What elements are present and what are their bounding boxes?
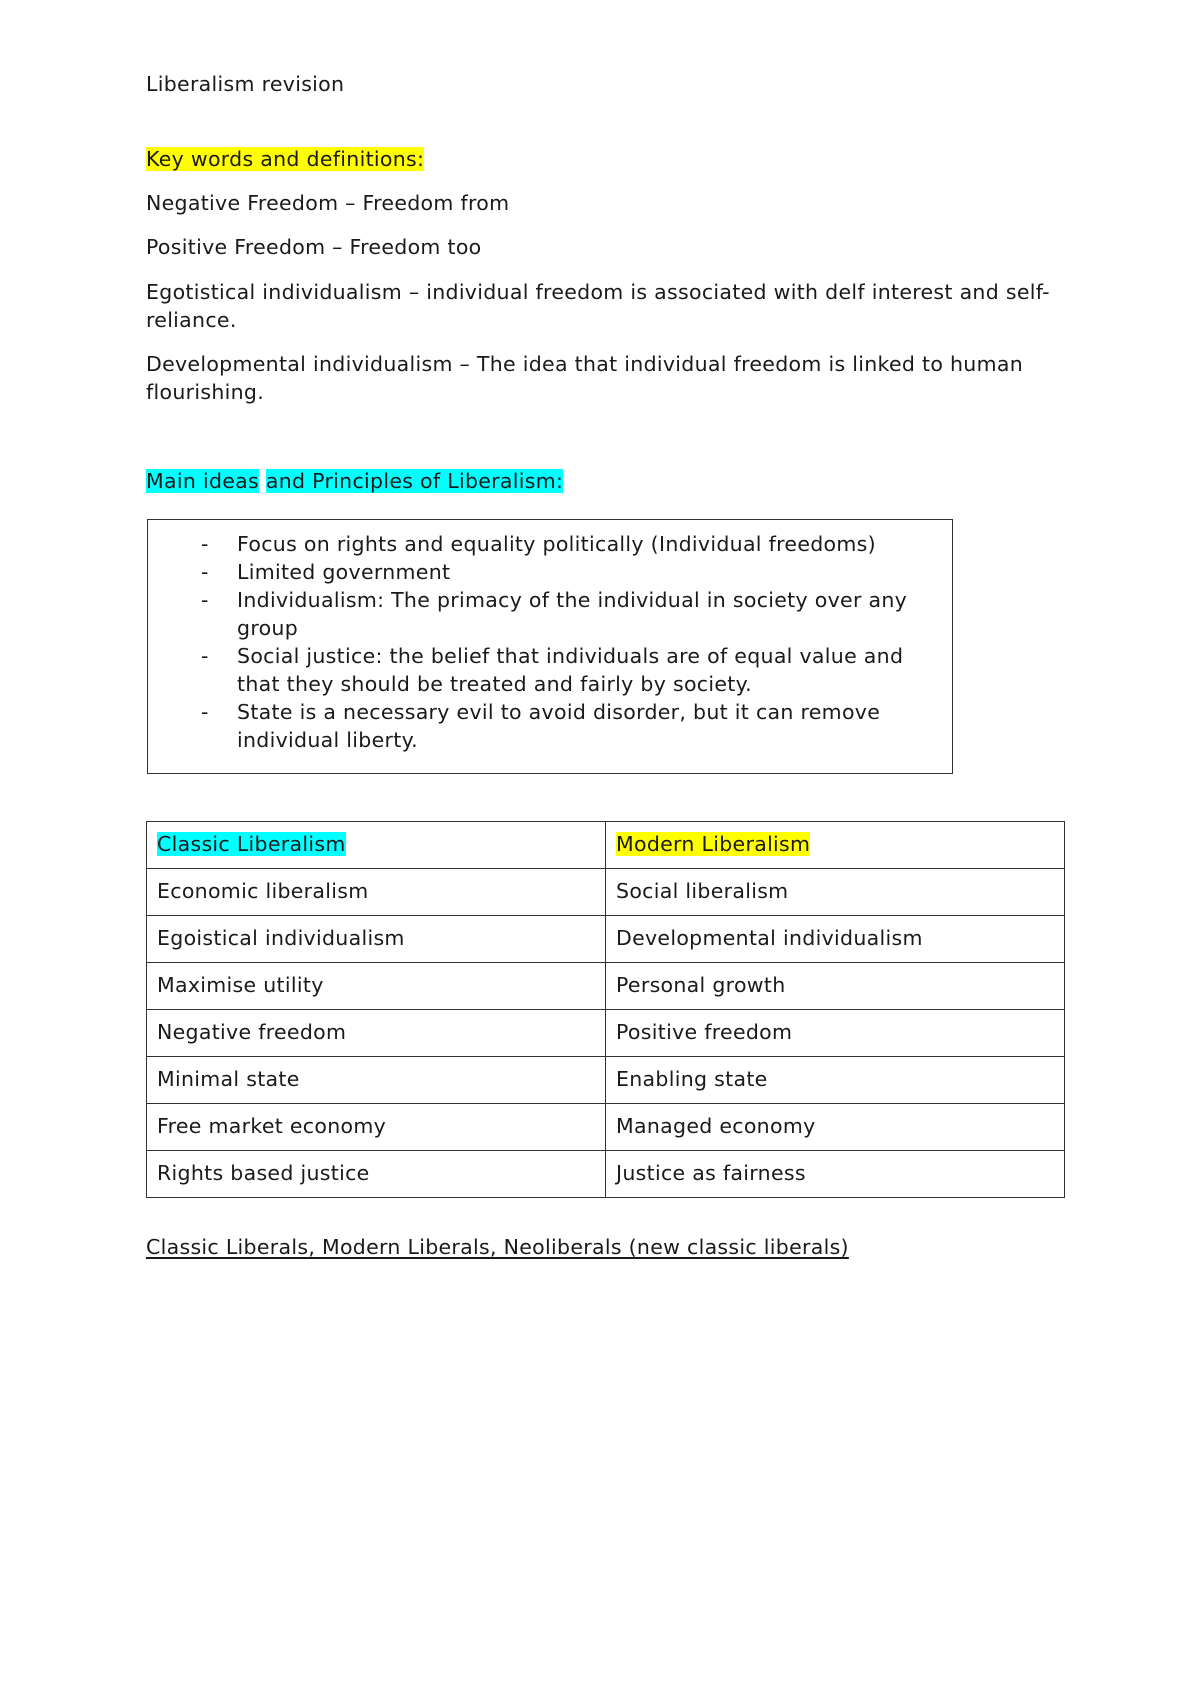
main-ideas-list-item — [148, 698, 952, 754]
definition-egotistical-individualism: Egotistical individualism – individual freedom is associated with delf interest and self-reliance. — [146, 280, 1050, 332]
table-row — [147, 963, 1065, 1010]
header-modern-liberalism: Modern Liberalism — [616, 832, 811, 856]
table-cell: Negative freedom — [147, 1010, 606, 1057]
main-ideas-list-item — [148, 642, 952, 698]
table-row — [147, 1104, 1065, 1151]
definition-negative-freedom: Negative Freedom – Freedom from — [146, 191, 510, 215]
table-cell: Developmental individualism — [606, 916, 1065, 963]
main-ideas-list-item — [148, 558, 952, 586]
table-cell: Free market economy — [147, 1104, 606, 1151]
main-ideas-box — [147, 519, 953, 774]
liberalism-comparison-table — [146, 821, 1065, 1198]
bullet-text: Limited government — [237, 560, 451, 584]
table-cell: Enabling state — [606, 1057, 1065, 1104]
key-words-heading-text: Key words and definitions: — [146, 147, 425, 171]
table-cell: Positive freedom — [606, 1010, 1065, 1057]
main-ideas-list — [148, 520, 952, 754]
liberal-types-line: Classic Liberals, Modern Liberals, Neoliberals (new classic liberals) — [146, 1235, 849, 1259]
definition-developmental-individualism: Developmental individualism – The idea that individual freedom is linked to human flourishing. — [146, 352, 1024, 404]
table-cell: Minimal state — [147, 1057, 606, 1104]
bullet-text: State is a necessary evil to avoid disorder, but it can remove individual liberty. — [237, 700, 881, 752]
table-cell: Managed economy — [606, 1104, 1065, 1151]
main-ideas-heading — [146, 467, 563, 495]
definition-positive-freedom: Positive Freedom – Freedom too — [146, 235, 482, 259]
document-title: Liberalism revision — [146, 72, 345, 96]
table-cell: Economic liberalism — [147, 869, 606, 916]
key-words-heading — [146, 145, 424, 173]
bullet-dash: - — [201, 560, 209, 584]
bullet-dash: - — [201, 532, 209, 556]
table-cell: Maximise utility — [147, 963, 606, 1010]
main-ideas-heading-part2: and Principles of Liberalism: — [265, 469, 564, 493]
bullet-dash: - — [201, 588, 209, 612]
table-header-row — [147, 822, 1065, 869]
table-row — [147, 1151, 1065, 1198]
table-row — [147, 916, 1065, 963]
main-ideas-heading-part1: Main ideas — [146, 469, 260, 493]
table-cell: Justice as fairness — [606, 1151, 1065, 1198]
table-cell: Rights based justice — [147, 1151, 606, 1198]
header-cell-modern — [606, 822, 1065, 869]
table-row — [147, 1057, 1065, 1104]
header-cell-classic — [147, 822, 606, 869]
table-cell: Social liberalism — [606, 869, 1065, 916]
table-row — [147, 1010, 1065, 1057]
bullet-text: Social justice: the belief that individuals are of equal value and that they should be treated and fairly by society. — [237, 644, 904, 696]
table-row — [147, 869, 1065, 916]
bullet-dash: - — [201, 644, 209, 668]
table-cell: Egoistical individualism — [147, 916, 606, 963]
main-ideas-list-item — [148, 586, 952, 642]
main-ideas-list-item — [148, 530, 952, 558]
table-cell: Personal growth — [606, 963, 1065, 1010]
bullet-text: Focus on rights and equality politically (Individual freedoms) — [237, 532, 876, 556]
bullet-text: Individualism: The primacy of the individual in society over any group — [237, 588, 908, 640]
header-classic-liberalism: Classic Liberalism — [157, 832, 346, 856]
bullet-dash: - — [201, 700, 209, 724]
